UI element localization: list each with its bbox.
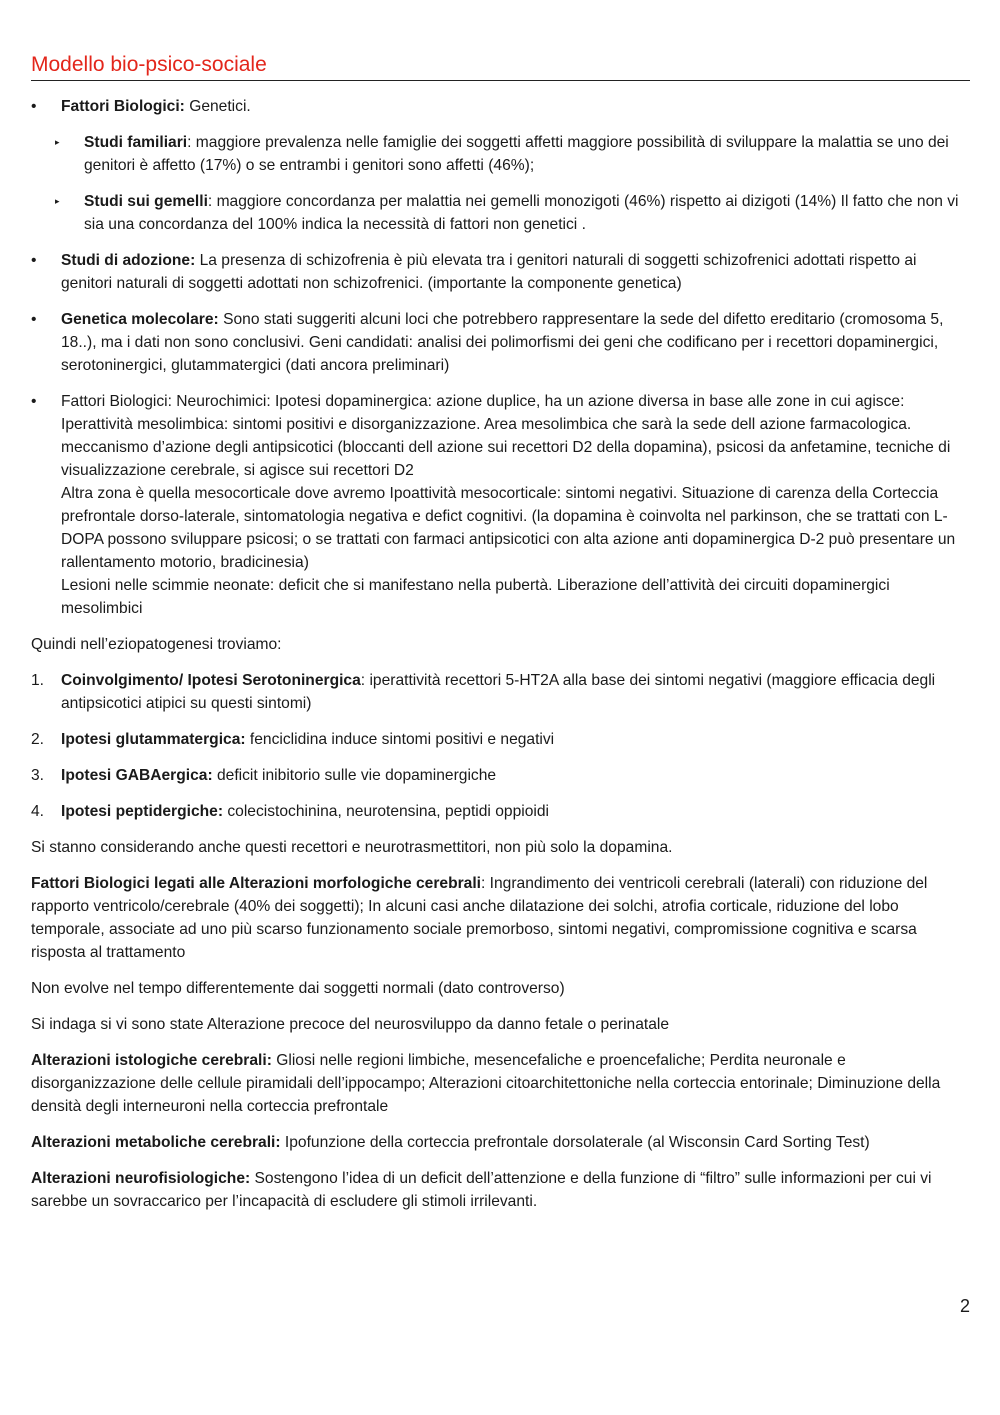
body-text: Ipofunzione della corteccia prefrontale dorsolaterale (al Wisconsin Card Sorting Test) bbox=[280, 1134, 870, 1151]
bold-lead: Fattori Biologici legati alle Alterazioni morfologiche cerebrali bbox=[31, 875, 481, 892]
body-text: Si indaga si vi sono state Alterazione precoce del neurosviluppo da danno fetale o perinatale bbox=[31, 1016, 670, 1033]
paragraph bbox=[31, 1049, 970, 1118]
bold-lead: Ipotesi peptidergiche: bbox=[61, 803, 224, 820]
bold-lead: Alterazioni neurofisiologiche: bbox=[31, 1170, 251, 1187]
document-body bbox=[31, 95, 970, 1213]
body-text: Genetici. bbox=[184, 98, 251, 115]
list-item bbox=[31, 800, 970, 823]
bold-lead: Alterazioni istologiche cerebrali: bbox=[31, 1052, 272, 1069]
body-text: La presenza di schizofrenia è più elevata tra i genitori naturali di soggetti schizofrenici adottati rispetto ai genitori naturali di soggetti adottati non schizofrenici. (importante la componente genetica) bbox=[61, 252, 917, 292]
paragraph bbox=[31, 836, 970, 859]
list-item bbox=[31, 190, 970, 236]
list-marker: 4. bbox=[31, 803, 45, 820]
section-title: Modello bio-psico-sociale bbox=[31, 52, 970, 81]
paragraph bbox=[31, 977, 970, 1000]
body-text: deficit inibitorio sulle vie dopaminergiche bbox=[212, 767, 497, 784]
list-marker: 3. bbox=[31, 767, 45, 784]
list-item bbox=[31, 95, 970, 118]
body-text: Fattori Biologici: Neurochimici: Ipotesi dopaminergica: azione duplice, ha un azione diversa in base alle zone in cui agisce: Iperattività mesolimbica: sintomi positivi e disorganizzazione. Area mesolimbica che sarà la sede dell azione farmacologica. meccanismo d’azione degli antipsicotici (bloccanti dell azione sui recettori D2 della dopamina), psicosi da anfetamine, tecniche di visualizzazione cerebrale, si agisce sui recettori D2 Altra zona è quella mesocorticale dove avremo Ipoattività mesocorticale: sintomi negativi. Situazione di carenza della Corteccia prefrontale dorso-laterale, sintomatologia negativa e defict cognitivi. (la dopamina è coinvolta nel parkinson, che se trattati con L-DOPA possono sviluppare psicosi; o se trattati con farmaci antipsicotici con alta azione anti dopaminergica D-2 può presentare un rallentamento motorio, bradicinesia) Lesioni nelle scimmie neonate: deficit che si manifestano nella pubertà. Liberazione dell’attività dei circuiti dopaminergici mesolimbici bbox=[61, 393, 956, 617]
body-text: Gliosi nelle regioni limbiche, mesencefaliche e proencefaliche; Perdita neuronale e disorganizzazione delle cellule piramidali dell’ippocampo; Alterazioni citoarchitettoniche nella corteccia entorinale; Diminuzione della densità degli interneuroni nella corteccia prefrontale bbox=[31, 1052, 941, 1115]
list-marker: 1. bbox=[31, 672, 45, 689]
bold-lead: Studi sui gemelli bbox=[84, 193, 208, 210]
list-item bbox=[31, 764, 970, 787]
bold-lead: Studi familiari bbox=[84, 134, 188, 151]
body-text: fenciclidina induce sintomi positivi e negativi bbox=[245, 731, 555, 748]
bold-lead: Ipotesi GABAergica: bbox=[61, 767, 213, 784]
paragraph bbox=[31, 872, 970, 964]
body-text: Sostengono l’idea di un deficit dell’attenzione e della funzione di “filtro” sulle informazioni per cui vi sarebbe un sovraccarico per l’incapacità di escludere gli stimoli irrilevanti. bbox=[31, 1170, 932, 1210]
bold-lead: Studi di adozione: bbox=[61, 252, 196, 269]
list-item bbox=[31, 249, 970, 295]
body-text: Non evolve nel tempo differentemente dai soggetti normali (dato controverso) bbox=[31, 980, 565, 997]
body-text: Sono stati suggeriti alcuni loci che potrebbero rappresentare la sede del difetto ereditario (cromosoma 5, 18..), ma i dati non sono conclusivi. Geni candidati: analisi dei polimorfismi dei geni che codificano per i recettori dopaminergici, serotoninergici, glutammatergici (dati ancora preliminari) bbox=[61, 311, 944, 374]
paragraph bbox=[31, 1167, 970, 1213]
list-marker: • bbox=[31, 98, 37, 115]
body-text: colecistochinina, neurotensina, peptidi oppioidi bbox=[223, 803, 549, 820]
list-item bbox=[31, 390, 970, 620]
body-text: Si stanno considerando anche questi recettori e neurotrasmettitori, non più solo la dopamina. bbox=[31, 839, 673, 856]
paragraph bbox=[31, 633, 970, 656]
bold-lead: Ipotesi glutammatergica: bbox=[61, 731, 246, 748]
bold-lead: Coinvolgimento/ Ipotesi Serotoninergica bbox=[61, 672, 361, 689]
list-item bbox=[31, 669, 970, 715]
body-text: : maggiore prevalenza nelle famiglie dei soggetti affetti maggiore possibilità di sviluppare la malattia se uno dei genitori è affetto (17%) o se entrambi i genitori sono affetti (46%); bbox=[84, 134, 949, 174]
list-marker: 2. bbox=[31, 731, 45, 748]
document-page bbox=[31, 52, 970, 1226]
bold-lead: Alterazioni metaboliche cerebrali: bbox=[31, 1134, 281, 1151]
list-marker: • bbox=[31, 393, 37, 410]
paragraph bbox=[31, 1131, 970, 1154]
body-text: Quindi nell’eziopatogenesi troviamo: bbox=[31, 636, 282, 653]
paragraph bbox=[31, 1013, 970, 1036]
list-item bbox=[31, 131, 970, 177]
list-marker: • bbox=[31, 252, 37, 269]
list-marker: ▸ bbox=[55, 196, 60, 206]
list-marker: ▸ bbox=[55, 137, 60, 147]
page-number: 2 bbox=[959, 1296, 970, 1316]
bold-lead: Genetica molecolare: bbox=[61, 311, 219, 328]
body-text: : iperattività recettori 5-HT2A alla base dei sintomi negativi (maggiore efficacia degli antipsicotici atipici su questi sintomi) bbox=[61, 672, 936, 712]
body-text: : Ingrandimento dei ventricoli cerebrali (laterali) con riduzione del rapporto ventricolo/cerebrale (40% dei soggetti); In alcuni casi anche dilatazione dei solchi, atrofia corticale, riduzione del lobo temporale, associate ad uno più scarso funzionamento sociale premorboso, sintomi negativi, compromissione cognitiva e scarsa risposta al trattamento bbox=[31, 875, 928, 961]
list-marker: • bbox=[31, 311, 37, 328]
bold-lead: Fattori Biologici: bbox=[61, 98, 185, 115]
list-item bbox=[31, 308, 970, 377]
body-text: : maggiore concordanza per malattia nei gemelli monozigoti (46%) rispetto ai dizigoti (14%) Il fatto che non vi sia una concordanza del 100% indica la necessità di fattori non genetici . bbox=[84, 193, 959, 233]
list-item bbox=[31, 728, 970, 751]
